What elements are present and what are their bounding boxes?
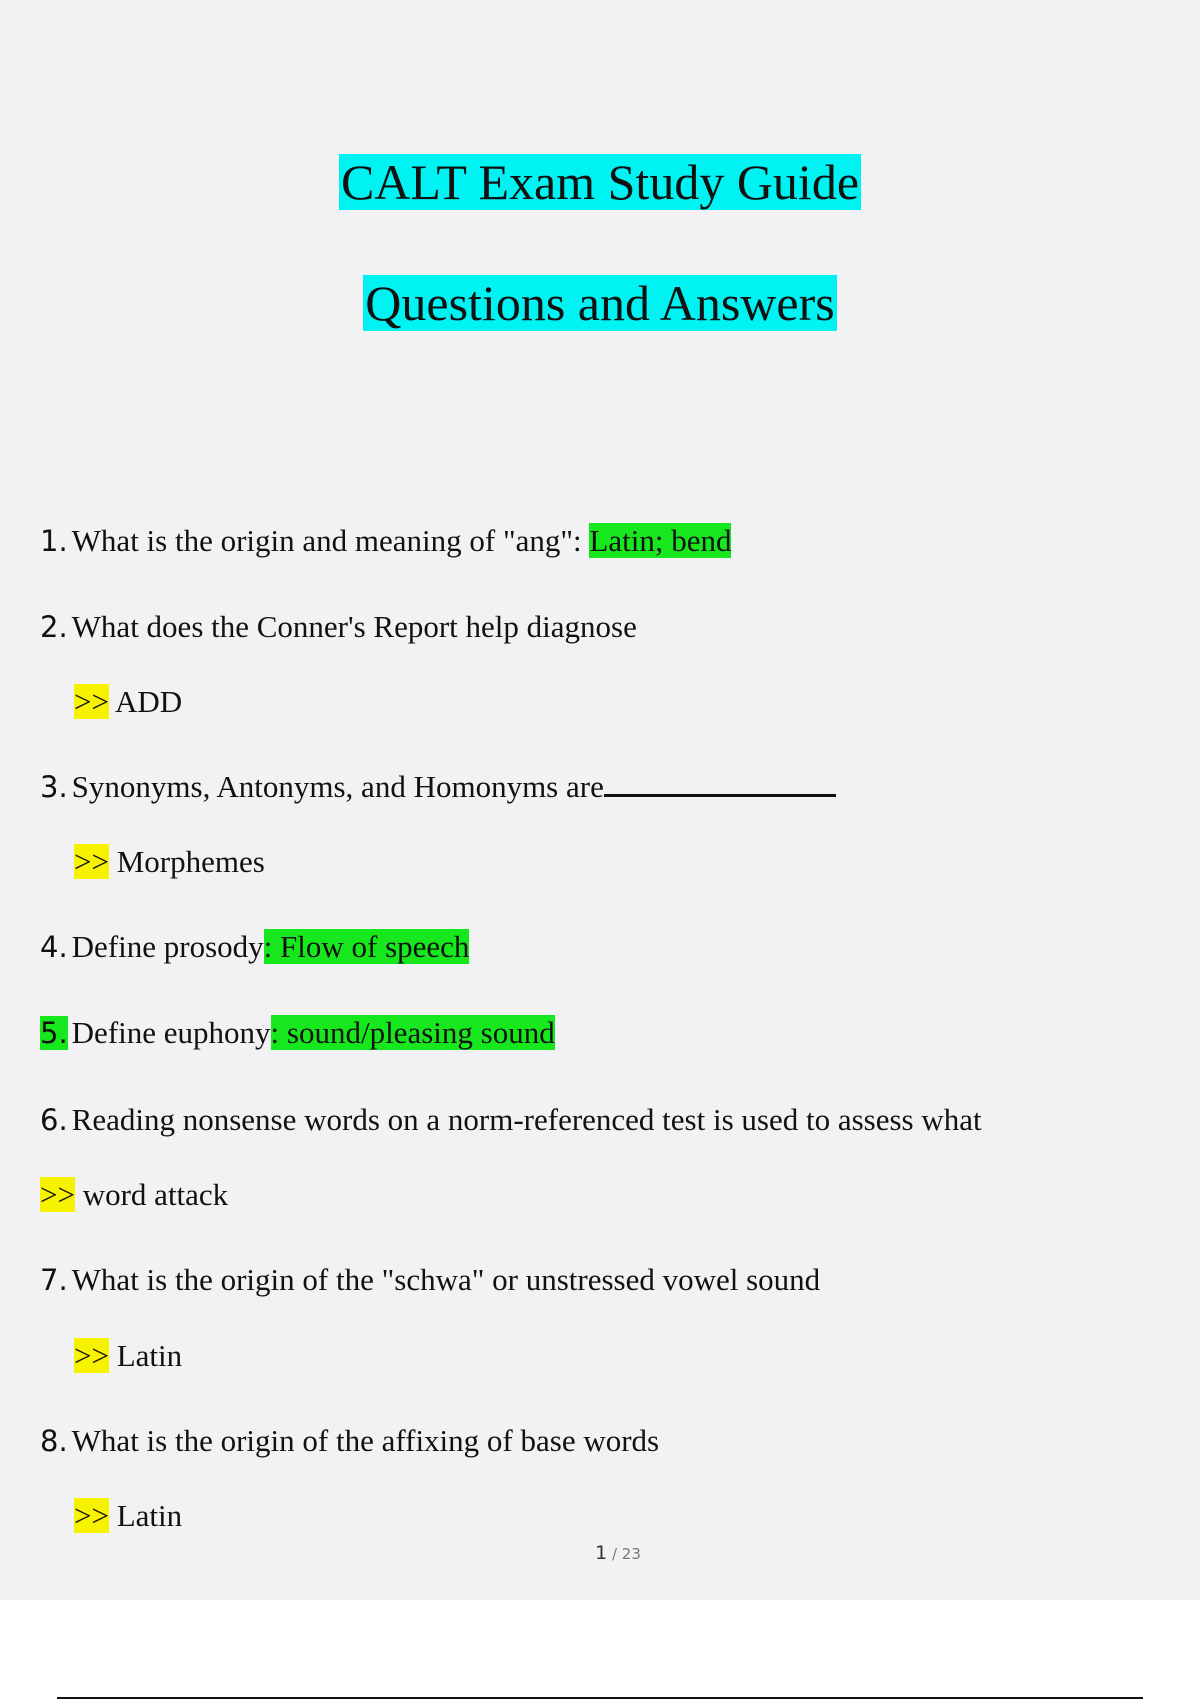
answer-arrow: >> [74, 844, 109, 879]
answer-8 [74, 1497, 182, 1535]
question-4 [40, 928, 469, 966]
answer-text: Latin [108, 1498, 183, 1533]
question-1 [40, 522, 731, 560]
question-7 [40, 1261, 820, 1299]
answer-arrow: >> [74, 1338, 109, 1373]
fill-in-blank [604, 793, 836, 797]
answer-text: : sound/pleasing sound [270, 1015, 555, 1050]
page-total: / 23 [607, 1545, 641, 1563]
question-number: 2. [40, 610, 68, 644]
answer-arrow: >> [40, 1177, 75, 1212]
question-8 [40, 1422, 659, 1460]
question-3 [40, 768, 836, 806]
question-text: What does the Conner's Report help diagnose [71, 609, 637, 644]
answer-arrow: >> [74, 684, 109, 719]
answer-text: Latin [108, 1338, 183, 1373]
question-number: 5. [40, 1016, 68, 1050]
question-6 [40, 1101, 982, 1139]
question-number: 4. [40, 930, 68, 964]
answer-text: Morphemes [108, 844, 265, 879]
answer-text: ADD [108, 684, 183, 719]
title-line-2: Questions and Answers [365, 275, 835, 331]
question-text: Synonyms, Antonyms, and Homonyms are [71, 769, 604, 804]
answer-text: : Flow of speech [263, 929, 470, 964]
question-number: 8. [40, 1424, 68, 1458]
question-text: Define prosody [71, 929, 264, 964]
answer-text: Latin; bend [589, 523, 732, 558]
question-text: What is the origin of the affixing of base words [71, 1423, 660, 1458]
answer-arrow: >> [74, 1498, 109, 1533]
answer-6 [40, 1176, 228, 1214]
question-number: 6. [40, 1103, 68, 1137]
document-subtitle [0, 273, 1200, 333]
question-text: Define euphony [71, 1015, 271, 1050]
question-text: What is the origin and meaning of "ang": [71, 523, 590, 558]
question-number: 7. [40, 1263, 68, 1297]
question-text: Reading nonsense words on a norm-referenced test is used to assess what [71, 1102, 982, 1137]
title-line-1: CALT Exam Study Guide [340, 154, 860, 210]
page-indicator [0, 1542, 1200, 1564]
question-number: 1. [40, 524, 68, 558]
question-5 [40, 1014, 555, 1052]
page-current: 1 [595, 1542, 608, 1564]
answer-3 [74, 843, 265, 881]
answer-2 [74, 683, 182, 721]
document-title [0, 152, 1200, 212]
question-text: What is the origin of the "schwa" or unstressed vowel sound [71, 1262, 821, 1297]
question-number: 3. [40, 770, 68, 804]
next-page-divider [57, 1697, 1143, 1699]
answer-7 [74, 1337, 182, 1375]
answer-text: word attack [74, 1177, 229, 1212]
question-2 [40, 608, 637, 646]
